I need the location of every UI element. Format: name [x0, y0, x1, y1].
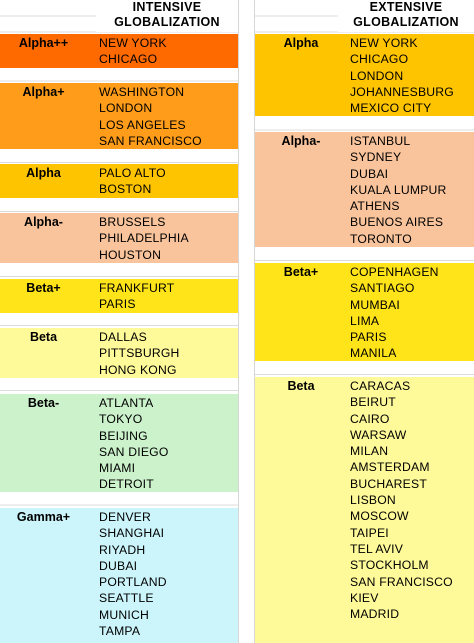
- city-name: MEXICO CITY: [350, 101, 432, 116]
- city-name: CHICAGO: [99, 52, 158, 67]
- city-list: [99, 35, 167, 68]
- city-name: DUBAI: [99, 558, 138, 573]
- tier-band-intensive-alpha-plus: [0, 83, 238, 149]
- city-list: [99, 214, 189, 263]
- city-list: [350, 378, 453, 622]
- city-name: SEATTLE: [99, 591, 154, 606]
- city-name: LIMA: [350, 313, 380, 328]
- city-name: WARSAW: [350, 427, 407, 442]
- city-name: PORTLAND: [99, 575, 167, 590]
- city-name: DENVER: [99, 510, 151, 524]
- city-name: SAN FRANCISCO: [350, 574, 453, 589]
- city-name: MADRID: [350, 607, 400, 622]
- city-name: RIYADH: [99, 542, 146, 557]
- city-name: SAN DIEGO: [99, 444, 169, 459]
- city-name: MOSCOW: [350, 509, 409, 524]
- city-name: HOUSTON: [99, 247, 162, 262]
- city-name: BOSTON: [99, 182, 152, 197]
- city-name: KIEV: [350, 590, 379, 605]
- tier-band-extensive-beta: [255, 377, 474, 643]
- city-name: LONDON: [350, 68, 404, 83]
- city-name: TAIPEI: [350, 525, 389, 540]
- tier-label: Alpha-: [281, 134, 321, 148]
- column-separator: [238, 0, 255, 643]
- city-name: TEL AVIV: [350, 541, 404, 556]
- city-name: HONG KONG: [99, 362, 177, 377]
- city-name: PHILADELPHIA: [99, 231, 189, 246]
- tier-label: Beta+: [283, 265, 319, 279]
- city-name: SHANGHAI: [99, 526, 165, 541]
- city-name: KUALA LUMPUR: [350, 182, 447, 197]
- city-name: BUCHAREST: [350, 476, 427, 491]
- city-name: TOKYO: [99, 412, 143, 427]
- city-name: ATHENS: [350, 199, 400, 214]
- city-list: [99, 84, 202, 149]
- city-name: ISTANBUL: [350, 134, 411, 148]
- city-name: WASHINGTON: [99, 85, 185, 99]
- city-name: PALO ALTO: [99, 166, 166, 180]
- tier-band-intensive-beta-minus: [0, 394, 238, 492]
- city-name: MILAN: [350, 444, 389, 459]
- city-name: BUENOS AIRES: [350, 215, 444, 230]
- city-list: [99, 509, 167, 639]
- city-name: CARACAS: [350, 379, 411, 393]
- city-name: CHICAGO: [350, 52, 409, 67]
- city-name: NEW YORK: [350, 36, 418, 50]
- city-name: SYDNEY: [350, 150, 402, 165]
- city-name: STOCKHOLM: [350, 558, 429, 573]
- tier-band-intensive-beta-plus: [0, 279, 238, 313]
- city-name: MUNICH: [99, 607, 149, 622]
- tier-label: Beta+: [26, 281, 61, 295]
- city-name: BRUSSELS: [99, 215, 166, 229]
- city-name: MANILA: [350, 346, 397, 361]
- city-name: BEIJING: [99, 428, 148, 443]
- tier-label: Alpha-: [24, 215, 63, 229]
- tier-band-intensive-gamma-plus: [0, 508, 238, 643]
- city-name: PARIS: [99, 297, 136, 312]
- tier-label: Beta: [29, 330, 58, 344]
- city-list: [99, 280, 174, 313]
- tier-band-extensive-beta-plus: [255, 263, 474, 361]
- tier-label: Alpha+: [22, 85, 65, 99]
- city-name: DALLAS: [99, 330, 147, 344]
- city-list: [350, 35, 454, 116]
- city-name: DETROIT: [99, 477, 154, 492]
- city-name: AMSTERDAM: [350, 460, 430, 475]
- tier-label: Beta-: [27, 396, 60, 410]
- tier-band-extensive-alpha-minus: [255, 132, 474, 247]
- city-name: DUBAI: [350, 166, 389, 181]
- city-name: PITTSBURGH: [99, 346, 180, 361]
- city-name: TAMPA: [99, 624, 141, 639]
- tier-band-intensive-alpha-minus: [0, 213, 238, 263]
- tier-label: Gamma+: [16, 510, 71, 524]
- tier-label: Alpha: [283, 36, 319, 50]
- city-name: BEIRUT: [350, 395, 396, 410]
- city-list: [350, 133, 447, 247]
- city-name: ATLANTA: [99, 396, 154, 410]
- tier-band-extensive-alpha: [255, 34, 474, 116]
- city-list: [99, 165, 166, 198]
- city-list: [99, 329, 180, 378]
- city-name: PARIS: [350, 330, 387, 345]
- city-list: [350, 264, 439, 362]
- tier-band-intensive-alpha: [0, 164, 238, 198]
- city-name: LONDON: [99, 101, 153, 116]
- intensive-header: INTENSIVE GLOBALIZATION: [96, 0, 238, 32]
- city-list: [99, 395, 169, 493]
- city-name: NEW YORK: [99, 36, 167, 50]
- city-name: SAN FRANCISCO: [99, 133, 202, 148]
- city-name: FRANKFURT: [99, 281, 175, 295]
- tier-band-intensive-beta: [0, 328, 238, 378]
- city-name: LOS ANGELES: [99, 117, 186, 132]
- city-name: LISBON: [350, 493, 396, 508]
- city-name: TORONTO: [350, 231, 412, 246]
- tier-label: Alpha++: [18, 36, 69, 50]
- tier-label: Alpha: [26, 166, 61, 180]
- city-name: JOHANNESBURG: [350, 84, 454, 99]
- city-name: CAIRO: [350, 411, 390, 426]
- extensive-header: EXTENSIVE GLOBALIZATION: [338, 0, 474, 32]
- city-name: MIAMI: [99, 461, 136, 476]
- city-name: COPENHAGEN: [350, 265, 439, 279]
- tier-band-intensive-alpha-plus-plus: [0, 34, 238, 68]
- tier-label: Beta: [287, 379, 315, 393]
- city-name: SANTIAGO: [350, 281, 415, 296]
- city-name: MUMBAI: [350, 297, 400, 312]
